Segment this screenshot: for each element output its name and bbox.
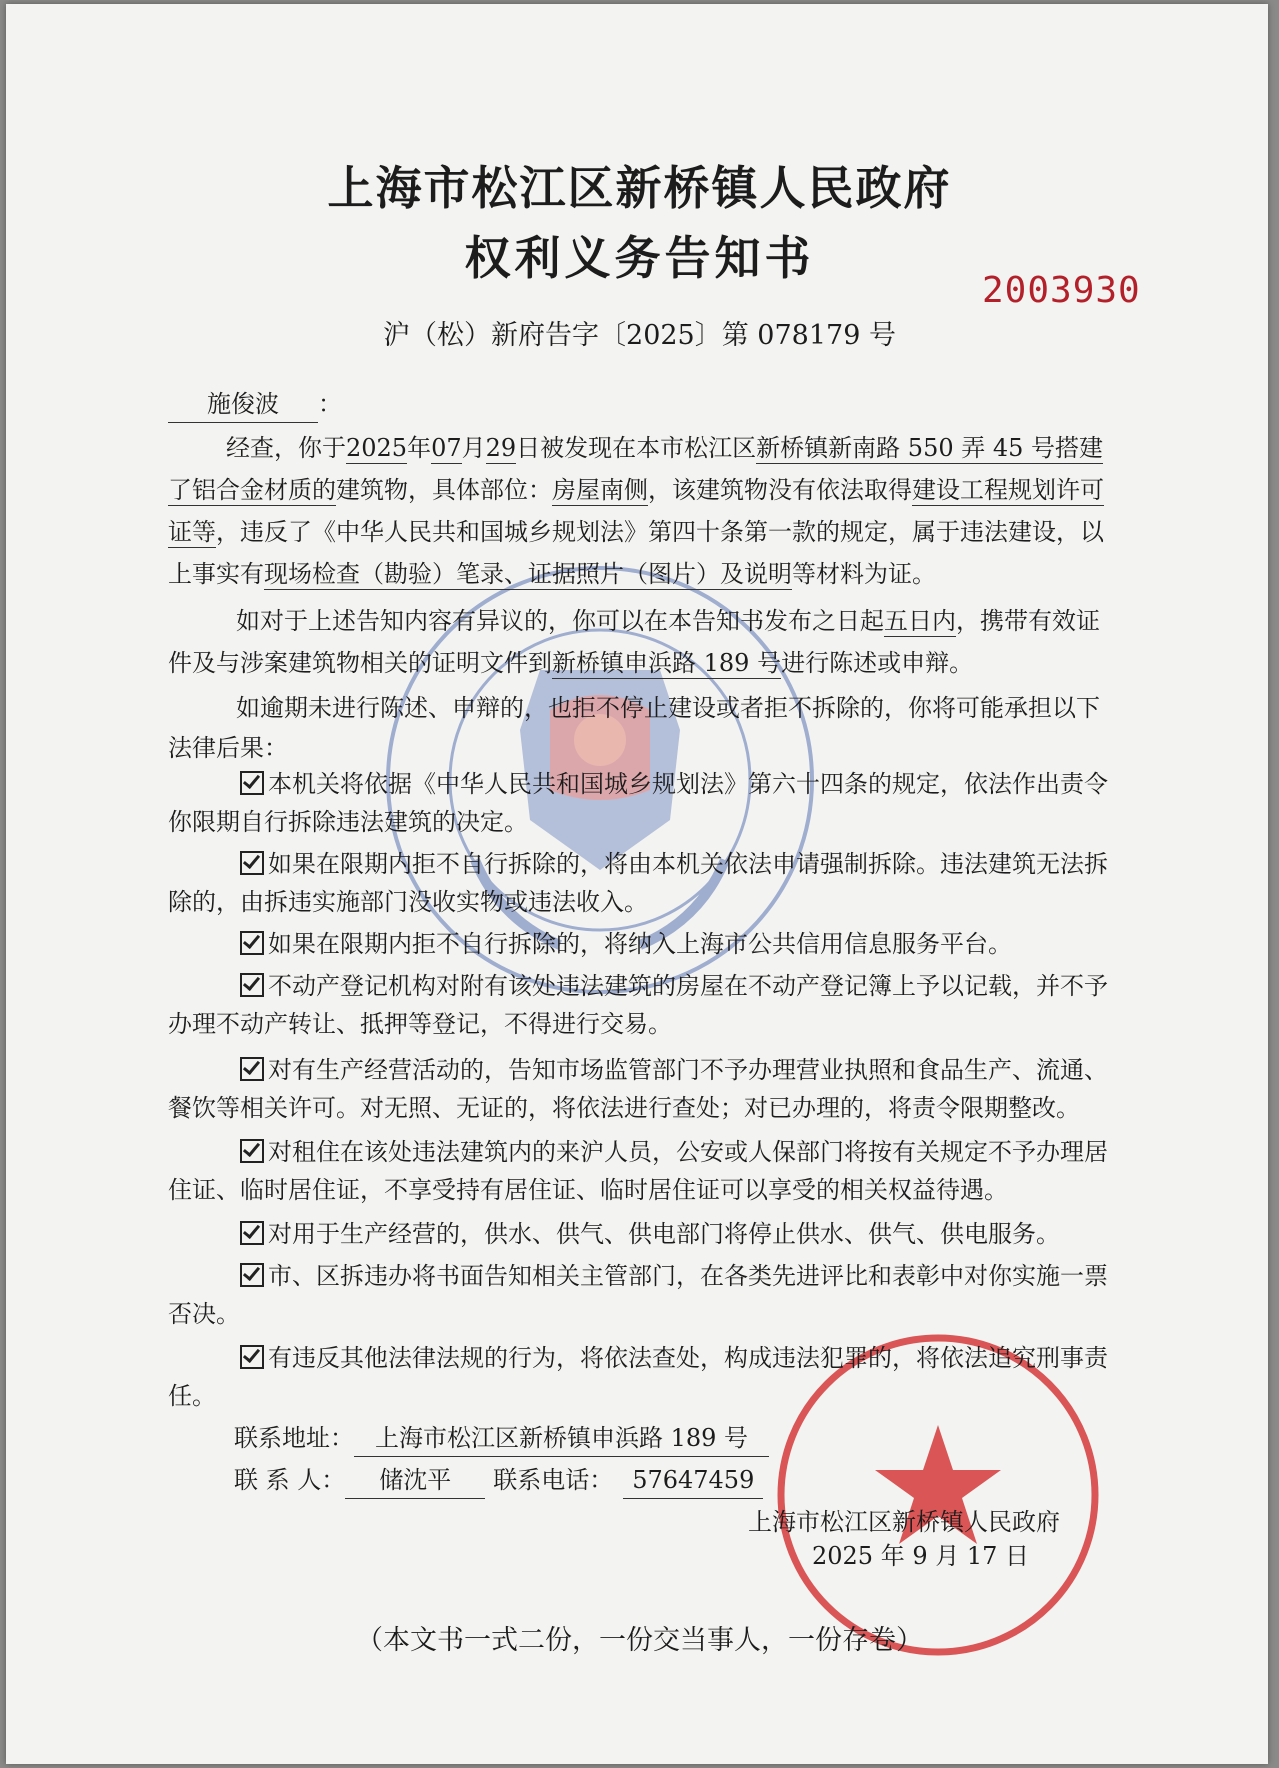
serial-number: 2003930 [982,270,1141,311]
para3-line2: 法律后果： [168,734,288,762]
document-number: 沪（松）新府告字〔2025〕第 078179 号 [383,320,896,351]
consequence-item-2: 如果在限期内拒不自行拆除的，将由本机关依法申请强制拆除。违法建筑无法拆 [240,846,1250,882]
evidence-list: 现场检查（勘验）笔录、证据照片（图片）及说明 [264,560,792,588]
document-title-issuer: 上海市松江区新桥镇人民政府 [327,161,952,215]
signing-organization: 上海市松江区新桥镇人民政府 [748,1508,1060,1536]
document-title: 权利义务告知书 [464,231,815,285]
objection-deadline: 五日内 [884,607,956,635]
consequence-item-8-cont: 否决。 [168,1300,240,1328]
contact-address-line [234,1420,1244,1457]
violation-month: 07 [431,434,462,462]
signing-date: 2025 年 9 月 17 日 [812,1542,1030,1570]
para3-line1: 如逾期未进行陈述、申辩的，也拒不停止建设或者拒不拆除的，你将可能承担以下 [236,694,1100,722]
consequence-item-6-cont: 住证、临时居住证，不享受持有居住证、临时居住证可以享受的相关权益待遇。 [168,1176,1008,1204]
contact-person-label: 联 系 人： [234,1466,346,1494]
consequence-item-4-cont: 办理不动产转让、抵押等登记，不得进行交易。 [168,1010,672,1038]
consequence-item-6: 对租住在该处违法建筑内的来沪人员，公安或人保部门将按有关规定不予办理居 [240,1134,1250,1170]
checked-box-icon [240,851,264,875]
consequence-item-9: 有违反其他法律法规的行为，将依法查处，构成违法犯罪的，将依法追究刑事责 [240,1340,1250,1376]
para1-line1: 经查，你于2025年07月29日被发现在本市松江区新桥镇新南路 550 弄 45 号搭建 [226,434,1104,462]
consequence-item-4: 不动产登记机构对附有该处违法建筑的房屋在不动产登记簿上予以记载，并不予 [240,968,1250,1004]
contact-person-value: 储沈平 [345,1462,485,1499]
checked-box-icon [240,931,264,955]
recipient-line: 施俊波 ： [168,386,1178,423]
checked-box-icon [240,1057,264,1081]
checked-box-icon [240,1221,264,1245]
violation-year: 2025 [346,434,408,462]
contact-phone-value: 57647459 [623,1462,763,1499]
building-material: 了铝合金材质的 [168,476,336,504]
consequence-item-3: 如果在限期内拒不自行拆除的，将纳入上海市公共信用信息服务平台。 [240,926,1250,962]
contact-address-value: 上海市松江区新桥镇申浜路 189 号 [354,1420,769,1457]
checked-box-icon [240,973,264,997]
consequence-item-1-cont: 你限期自行拆除违法建筑的决定。 [168,808,528,836]
para2-line2: 件及与涉案建筑物相关的证明文件到新桥镇申浜路 189 号进行陈述或申辩。 [168,649,974,677]
consequence-item-5: 对有生产经营活动的，告知市场监管部门不予办理营业执照和食品生产、流通、 [240,1052,1250,1088]
checked-box-icon [240,1263,264,1287]
objection-location: 新桥镇申浜路 189 号 [552,649,782,677]
contact-phone-label: 联系电话： [493,1466,614,1494]
checked-box-icon [240,771,264,795]
recipient-name: 施俊波 [168,386,318,423]
para1-line2: 了铝合金材质的建筑物，具体部位：房屋南侧，该建筑物没有依法取得建设工程规划许可 [168,476,1104,504]
checked-box-icon [240,1139,264,1163]
para1-line3: 证等，违反了《中华人民共和国城乡规划法》第四十条第一款的规定，属于违法建设，以 [168,518,1104,546]
footer-note: （本文书一式二份，一份交当事人，一份存卷） [356,1625,923,1656]
consequence-item-9-cont: 任。 [168,1382,216,1410]
building-part: 房屋南侧 [552,476,648,504]
para2-line1: 如对于上述告知内容有异议的，你可以在本告知书发布之日起五日内，携带有效证 [236,607,1100,635]
consequence-item-8: 市、区拆违办将书面告知相关主管部门，在各类先进评比和表彰中对你实施一票 [240,1258,1250,1294]
contact-person-line [234,1462,1244,1499]
checked-box-icon [240,1345,264,1369]
consequence-item-5-cont: 餐饮等相关许可。对无照、无证的，将依法进行查处；对已办理的，将责令限期整改。 [168,1094,1080,1122]
contact-address-label: 联系地址： [234,1424,354,1452]
para1-line4: 上事实有现场检查（勘验）笔录、证据照片（图片）及说明等材料为证。 [168,560,936,588]
violation-address: 新桥镇新南路 550 弄 45 号搭建 [756,434,1104,462]
consequence-item-2-cont: 除的，由拆违实施部门没收实物或违法收入。 [168,888,648,916]
violation-day: 29 [485,434,517,462]
missing-permit: 建设工程规划许可 [912,476,1104,504]
consequence-item-1: 本机关将依据《中华人民共和国城乡规划法》第六十四条的规定，依法作出责令 [240,766,1250,802]
consequence-item-7: 对用于生产经营的，供水、供气、供电部门将停止供水、供气、供电服务。 [240,1216,1250,1252]
